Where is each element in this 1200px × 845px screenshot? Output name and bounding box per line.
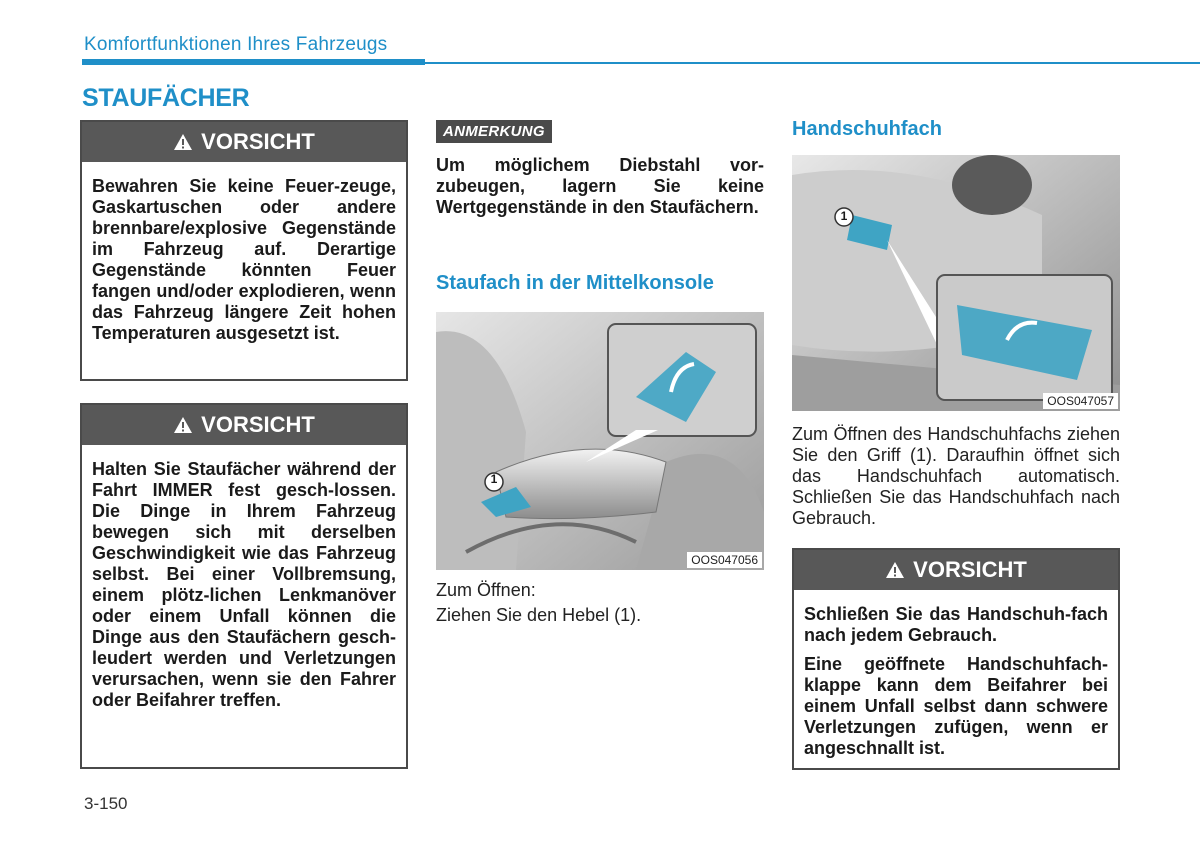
caution-heading: VORSICHT [913, 557, 1027, 582]
caution-heading: VORSICHT [201, 412, 315, 437]
center-console-line2: Ziehen Sie den Hebel (1). [436, 605, 642, 625]
caution-text: Halten Sie Staufächer während der Fahrt IMMER fest gesch-lossen. Die Dinge in Ihrem Fahrzeug bewegen sich mit derselben Geschwindigkeit wie das Fahrzeug selbst. Bei einer Vollbremsung, einem plötz-lichen Lenkmanöver oder einem Unfall können die Dinge aus den Staufächern gesch-leudert werden und Verletzungen verursachen, wenn sie den Fahrer oder Beifahrer treffen. [92, 459, 396, 710]
header-rule-thick [82, 59, 425, 65]
glovebox-text: Zum Öffnen des Handschuhfachs ziehen Sie den Griff (1). Daraufhin öffnet sich das Handschuhfach automatisch. Schließen Sie das Handschuhfach nach Gebrauch. [792, 424, 1120, 528]
caution-box-header [82, 122, 406, 162]
caution-heading: VORSICHT [201, 129, 315, 154]
caution-paragraph-1: Schließen Sie das Handschuh-fach nach jedem Gebrauch. [804, 604, 1108, 645]
figure-marker-1: 1 [840, 209, 848, 223]
figure-code: OOS047056 [687, 552, 762, 568]
caution-text: Bewahren Sie keine Feuer-zeuge, Gaskartuschen oder andere brennbare/explosive Gegenstände im Fahrzeug auf. Derartige Gegenstände könnten Feuer fangen und/oder explodieren, wenn das Fahrzeug längere Zeit hohen Temperaturen ausgesetzt ist. [92, 176, 396, 343]
caution-body [794, 590, 1118, 759]
figure-marker-1: 1 [490, 472, 498, 486]
caution-box-glovebox [792, 548, 1120, 770]
glovebox-figure [792, 155, 1120, 411]
page-number: 3-150 [84, 794, 128, 813]
warning-triangle-icon [173, 416, 193, 434]
caution-box-header [794, 550, 1118, 590]
center-console-heading: Staufach in der Mittelkonsole [436, 272, 714, 294]
figure-code: OOS047057 [1043, 393, 1118, 409]
center-console-illustration [436, 312, 764, 570]
glovebox-illustration [792, 155, 1120, 411]
center-console-line1: Zum Öffnen: [436, 580, 536, 600]
caution-box-fire [80, 120, 408, 381]
caution-box-closed [80, 403, 408, 769]
header-rule-thin [425, 62, 1200, 64]
warning-triangle-icon [173, 133, 193, 151]
note-badge: ANMERKUNG [436, 120, 552, 143]
note-text: Um möglichem Diebstahl vor-zubeugen, lagern Sie keine Wertgegenstände in den Staufächern. [436, 155, 764, 217]
caution-box-header [82, 405, 406, 445]
chapter-header: Komfortfunktionen Ihres Fahrzeugs [84, 34, 388, 55]
warning-triangle-icon [885, 561, 905, 579]
caution-paragraph-2: Eine geöffnete Handschuhfach-klappe kann dem Beifahrer bei einem Unfall selbst dann schwere Verletzungen zufügen, wenn er angeschnallt ist. [804, 654, 1108, 758]
glovebox-heading: Handschuhfach [792, 118, 943, 140]
section-title: STAUFÄCHER [82, 84, 250, 112]
center-console-figure [436, 312, 764, 570]
